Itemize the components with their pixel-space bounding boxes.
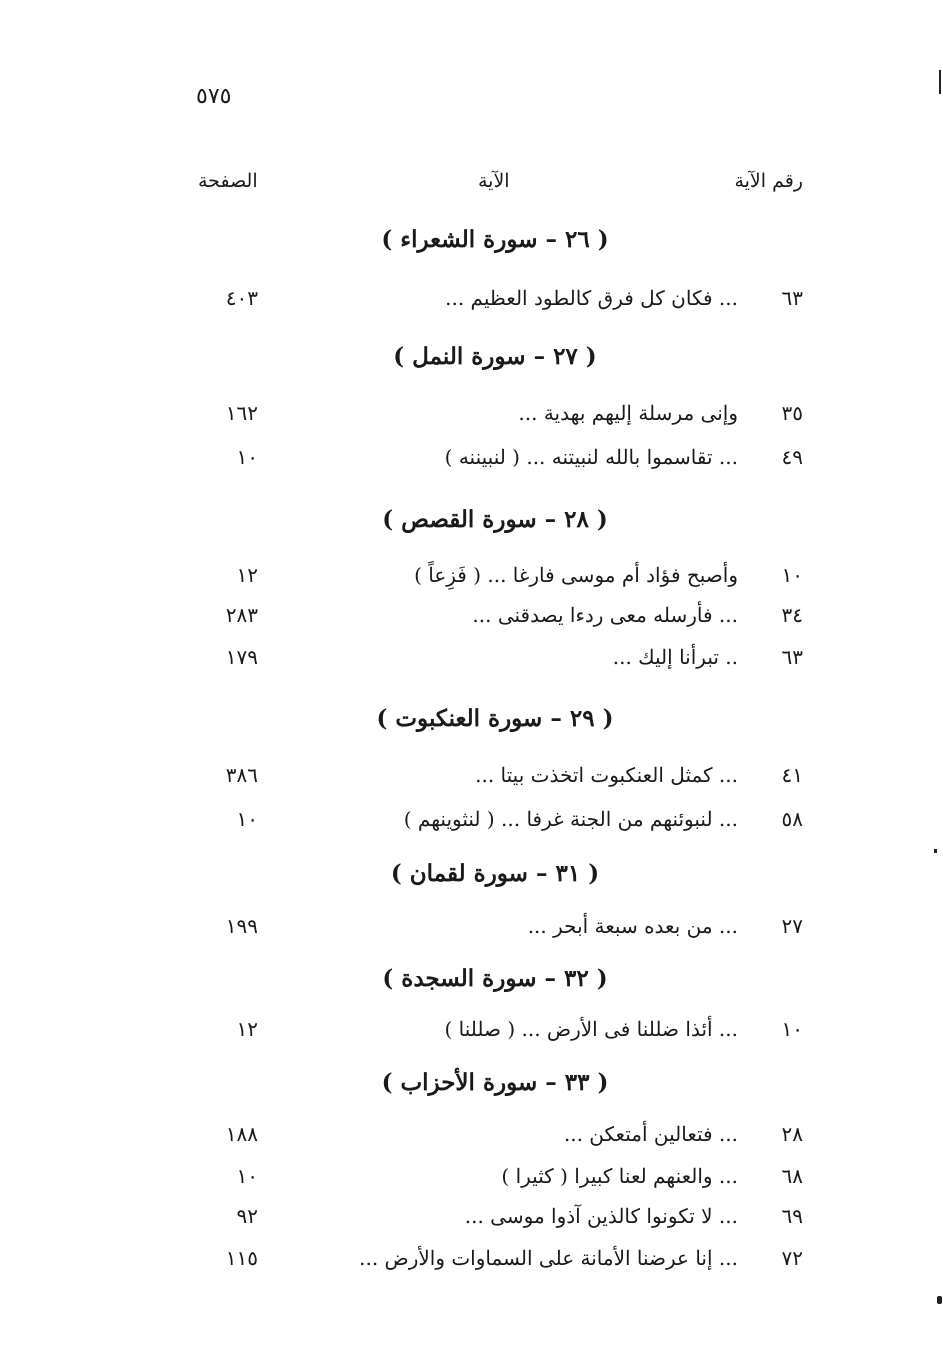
page-reference: ٩٢	[236, 1204, 258, 1228]
surah-heading: ( ٢٧ – سورة النمل )	[393, 343, 597, 370]
scan-edge-mark	[937, 1296, 942, 1304]
page-number: ٥٧٥	[196, 84, 232, 109]
surah-heading: ( ٢٦ – سورة الشعراء )	[381, 226, 609, 253]
column-header-verse-number: رقم الآية	[734, 170, 803, 192]
index-row	[0, 286, 943, 326]
verse-number: ٦٩	[781, 1204, 803, 1228]
surah-heading: ( ٢٩ – سورة العنكبوت )	[376, 705, 614, 732]
surah-heading: ( ٢٨ – سورة القصص )	[382, 506, 608, 533]
surah-heading: ( ٣١ – سورة لقمان )	[390, 860, 600, 887]
verse-text: ... والعنهم لعنا كبيرا ( كثيرا )	[501, 1164, 738, 1188]
verse-text: ... فكان كل فرق كالطود العظيم ...	[445, 286, 738, 310]
verse-number: ٣٤	[781, 603, 803, 627]
index-row	[0, 807, 943, 847]
scan-edge-mark	[934, 849, 937, 853]
verse-text: ... كمثل العنكبوت اتخذت بيتا ...	[475, 763, 738, 787]
verse-text: .. تبرأنا إليك ...	[612, 645, 738, 669]
verse-text: ... لا تكونوا كالذين آذوا موسى ...	[464, 1204, 738, 1228]
verse-text: ... تقاسموا بالله لنبيتنه ... ( لنبيننه )	[444, 445, 738, 469]
verse-text: ... من بعده سبعة أبحر ...	[527, 914, 738, 938]
verse-number: ٦٣	[781, 645, 803, 669]
verse-text: ... أئذا ضللنا فى الأرض ... ( صللنا )	[444, 1017, 738, 1041]
verse-number: ٤٩	[781, 445, 803, 469]
index-row	[0, 1017, 943, 1057]
verse-text: ... إنا عرضنا الأمانة على السماوات والأرض ...	[359, 1246, 738, 1270]
page-reference: ١٢	[236, 1017, 258, 1041]
verse-number: ١٠	[781, 1017, 803, 1041]
verse-number: ٢٧	[781, 914, 803, 938]
verse-number: ٣٥	[781, 401, 803, 425]
index-row	[0, 563, 943, 603]
column-header-verse: الآية	[478, 170, 510, 192]
index-row	[0, 1122, 943, 1162]
verse-text: وإنى مرسلة إليهم بهدية ...	[518, 401, 738, 425]
index-row	[0, 914, 943, 954]
surah-heading: ( ٣٣ – سورة الأحزاب )	[381, 1069, 609, 1096]
verse-number: ٦٣	[781, 286, 803, 310]
verse-text: ... لنبوئنهم من الجنة غرفا ... ( لنثوينهم )	[403, 807, 738, 831]
verse-number: ٢٨	[781, 1122, 803, 1146]
page-reference: ١٩٩	[225, 914, 258, 938]
page-reference: ١٢	[236, 563, 258, 587]
verse-number: ٦٨	[781, 1164, 803, 1188]
index-row	[0, 445, 943, 485]
page-reference: ١٠	[236, 807, 258, 831]
page-reference: ٣٨٦	[225, 763, 258, 787]
verse-number: ٥٨	[781, 807, 803, 831]
verse-text: ... فأرسله معى ردءا يصدقنى ...	[472, 603, 738, 627]
index-row	[0, 401, 943, 441]
index-row	[0, 645, 943, 685]
page-reference: ١٦٢	[225, 401, 258, 425]
verse-number: ٧٢	[781, 1246, 803, 1270]
page-reference: ١٨٨	[225, 1122, 258, 1146]
page-reference: ٢٨٣	[225, 603, 258, 627]
surah-heading: ( ٣٢ – سورة السجدة )	[382, 965, 608, 992]
page-reference: ٤٠٣	[225, 286, 258, 310]
index-row	[0, 603, 943, 643]
verse-text: وأصبح فؤاد أم موسى فارغا ... ( فَزِعاً )	[414, 563, 738, 587]
index-row	[0, 1246, 943, 1286]
page-reference: ١٠	[236, 445, 258, 469]
page-reference: ١٠	[236, 1164, 258, 1188]
index-row	[0, 1164, 943, 1204]
verse-number: ١٠	[781, 563, 803, 587]
page-reference: ١٧٩	[225, 645, 258, 669]
scan-edge-mark	[939, 70, 941, 94]
index-row	[0, 763, 943, 803]
index-row	[0, 1204, 943, 1244]
page-reference: ١١٥	[225, 1246, 258, 1270]
column-header-page: الصفحة	[198, 170, 258, 192]
verse-number: ٤١	[781, 763, 803, 787]
verse-text: ... فتعالين أمتعكن ...	[563, 1122, 738, 1146]
